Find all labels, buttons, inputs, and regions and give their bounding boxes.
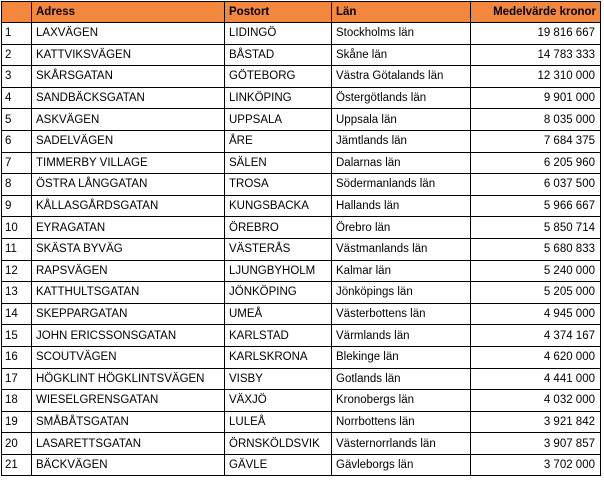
table-row [2,303,601,325]
county-cell: Hallands län [332,195,471,217]
city-cell: UPPSALA [225,109,332,131]
row-index-cell: 15 [2,325,32,347]
county-cell: Blekinge län [332,346,471,368]
row-index-cell: 6 [2,130,32,152]
city-cell: GÖTEBORG [225,66,332,88]
value-cell: 5 850 714 [471,217,601,239]
value-cell: 5 205 000 [471,282,601,304]
row-index-cell: 4 [2,87,32,109]
value-cell: 19 816 667 [471,23,601,45]
city-cell: JÖNKÖPING [225,282,332,304]
table-row [2,411,601,433]
table-row [2,174,601,196]
city-cell: ÖREBRO [225,217,332,239]
value-cell: 4 032 000 [471,390,601,412]
county-cell: Östergötlands län [332,87,471,109]
value-cell: 4 945 000 [471,303,601,325]
city-cell: UMEÅ [225,303,332,325]
row-index-cell: 10 [2,217,32,239]
county-cell: Värmlands län [332,325,471,347]
row-index-cell: 17 [2,368,32,390]
county-cell: Södermanlands län [332,174,471,196]
value-cell: 12 310 000 [471,66,601,88]
address-cell: WIESELGRENSGATAN [32,390,225,412]
header-cell-adress: Adress [32,2,225,23]
table-row [2,217,601,239]
city-cell: LJUNGBYHOLM [225,260,332,282]
county-cell: Gävleborgs län [332,454,471,476]
row-index-cell: 1 [2,23,32,45]
city-cell: LINKÖPING [225,87,332,109]
row-index-cell: 14 [2,303,32,325]
row-index-cell: 12 [2,260,32,282]
table-row [2,454,601,476]
address-cell: KATTVIKSVÄGEN [32,44,225,66]
header-cell-lan: Län [332,2,471,23]
city-cell: VÄSTERÅS [225,238,332,260]
value-cell: 3 907 857 [471,433,601,455]
county-cell: Västmanlands län [332,238,471,260]
table-row [2,87,601,109]
address-cell: EYRAGATAN [32,217,225,239]
table-row [2,44,601,66]
address-cell: SADELVÄGEN [32,130,225,152]
county-cell: Skåne län [332,44,471,66]
value-cell: 5 240 000 [471,260,601,282]
table-body [2,23,601,476]
row-index-cell: 16 [2,346,32,368]
header-cell-index [2,2,32,23]
value-cell: 6 205 960 [471,152,601,174]
table-row [2,152,601,174]
city-cell: GÄVLE [225,454,332,476]
value-cell: 4 620 000 [471,346,601,368]
city-cell: VISBY [225,368,332,390]
city-cell: TROSA [225,174,332,196]
table-row [2,390,601,412]
table-row [2,238,601,260]
county-cell: Stockholms län [332,23,471,45]
row-index-cell: 5 [2,109,32,131]
value-cell: 5 680 833 [471,238,601,260]
city-cell: KUNGSBACKA [225,195,332,217]
city-cell: VÄXJÖ [225,390,332,412]
table-row [2,23,601,45]
table-row [2,260,601,282]
row-index-cell: 21 [2,454,32,476]
table-row [2,282,601,304]
address-cell: ÖSTRA LÅNGGATAN [32,174,225,196]
county-cell: Uppsala län [332,109,471,131]
county-cell: Dalarnas län [332,152,471,174]
address-cell: TIMMERBY VILLAGE [32,152,225,174]
address-cell: KATTHULTSGATAN [32,282,225,304]
address-cell: HÖGKLINT HÖGKLINTSVÄGEN [32,368,225,390]
value-cell: 4 374 167 [471,325,601,347]
address-cell: SMÅBÅTSGATAN [32,411,225,433]
value-cell: 9 901 000 [471,87,601,109]
address-cell: SKEPPARGATAN [32,303,225,325]
county-cell: Jönköpings län [332,282,471,304]
table-row [2,346,601,368]
table-row [2,325,601,347]
table-row [2,109,601,131]
address-cell: BÄCKVÄGEN [32,454,225,476]
address-cell: SKÄSTA BYVÄG [32,238,225,260]
row-index-cell: 8 [2,174,32,196]
row-index-cell: 18 [2,390,32,412]
city-cell: KARLSTAD [225,325,332,347]
county-cell: Kalmar län [332,260,471,282]
value-cell: 3 921 842 [471,411,601,433]
data-table [1,1,601,476]
row-index-cell: 9 [2,195,32,217]
value-cell: 7 684 375 [471,130,601,152]
header-cell-postort: Postort [225,2,332,23]
city-cell: ÖRNSKÖLDSVIK [225,433,332,455]
city-cell: LIDINGÖ [225,23,332,45]
city-cell: KARLSKRONA [225,346,332,368]
address-cell: JOHN ERICSSONSGATAN [32,325,225,347]
value-cell: 8 035 000 [471,109,601,131]
county-cell: Örebro län [332,217,471,239]
row-index-cell: 20 [2,433,32,455]
value-cell: 4 441 000 [471,368,601,390]
value-cell: 3 702 000 [471,454,601,476]
table-row [2,66,601,88]
address-cell: ASKVÄGEN [32,109,225,131]
row-index-cell: 2 [2,44,32,66]
county-cell: Jämtlands län [332,130,471,152]
address-cell: SCOUTVÄGEN [32,346,225,368]
row-index-cell: 3 [2,66,32,88]
county-cell: Västra Götalands län [332,66,471,88]
table-row [2,195,601,217]
address-cell: RAPSVÄGEN [32,260,225,282]
row-index-cell: 7 [2,152,32,174]
city-cell: LULEÅ [225,411,332,433]
header-cell-medelvarde: Medelvärde kronor [471,2,601,23]
county-cell: Västerbottens län [332,303,471,325]
city-cell: ÅRE [225,130,332,152]
value-cell: 14 783 333 [471,44,601,66]
table-row [2,130,601,152]
city-cell: SÄLEN [225,152,332,174]
address-cell: LASARETTSGATAN [32,433,225,455]
row-index-cell: 11 [2,238,32,260]
header-row [2,2,601,23]
address-cell: KÅLLASGÅRDSGATAN [32,195,225,217]
address-cell: LAXVÄGEN [32,23,225,45]
city-cell: BÅSTAD [225,44,332,66]
county-cell: Gotlands län [332,368,471,390]
county-cell: Norrbottens län [332,411,471,433]
address-cell: SANDBÄCKSGATAN [32,87,225,109]
table-row [2,433,601,455]
value-cell: 6 037 500 [471,174,601,196]
row-index-cell: 19 [2,411,32,433]
county-cell: Västernorrlands län [332,433,471,455]
row-index-cell: 13 [2,282,32,304]
table-row [2,368,601,390]
address-cell: SKÅRSGATAN [32,66,225,88]
county-cell: Kronobergs län [332,390,471,412]
value-cell: 5 966 667 [471,195,601,217]
